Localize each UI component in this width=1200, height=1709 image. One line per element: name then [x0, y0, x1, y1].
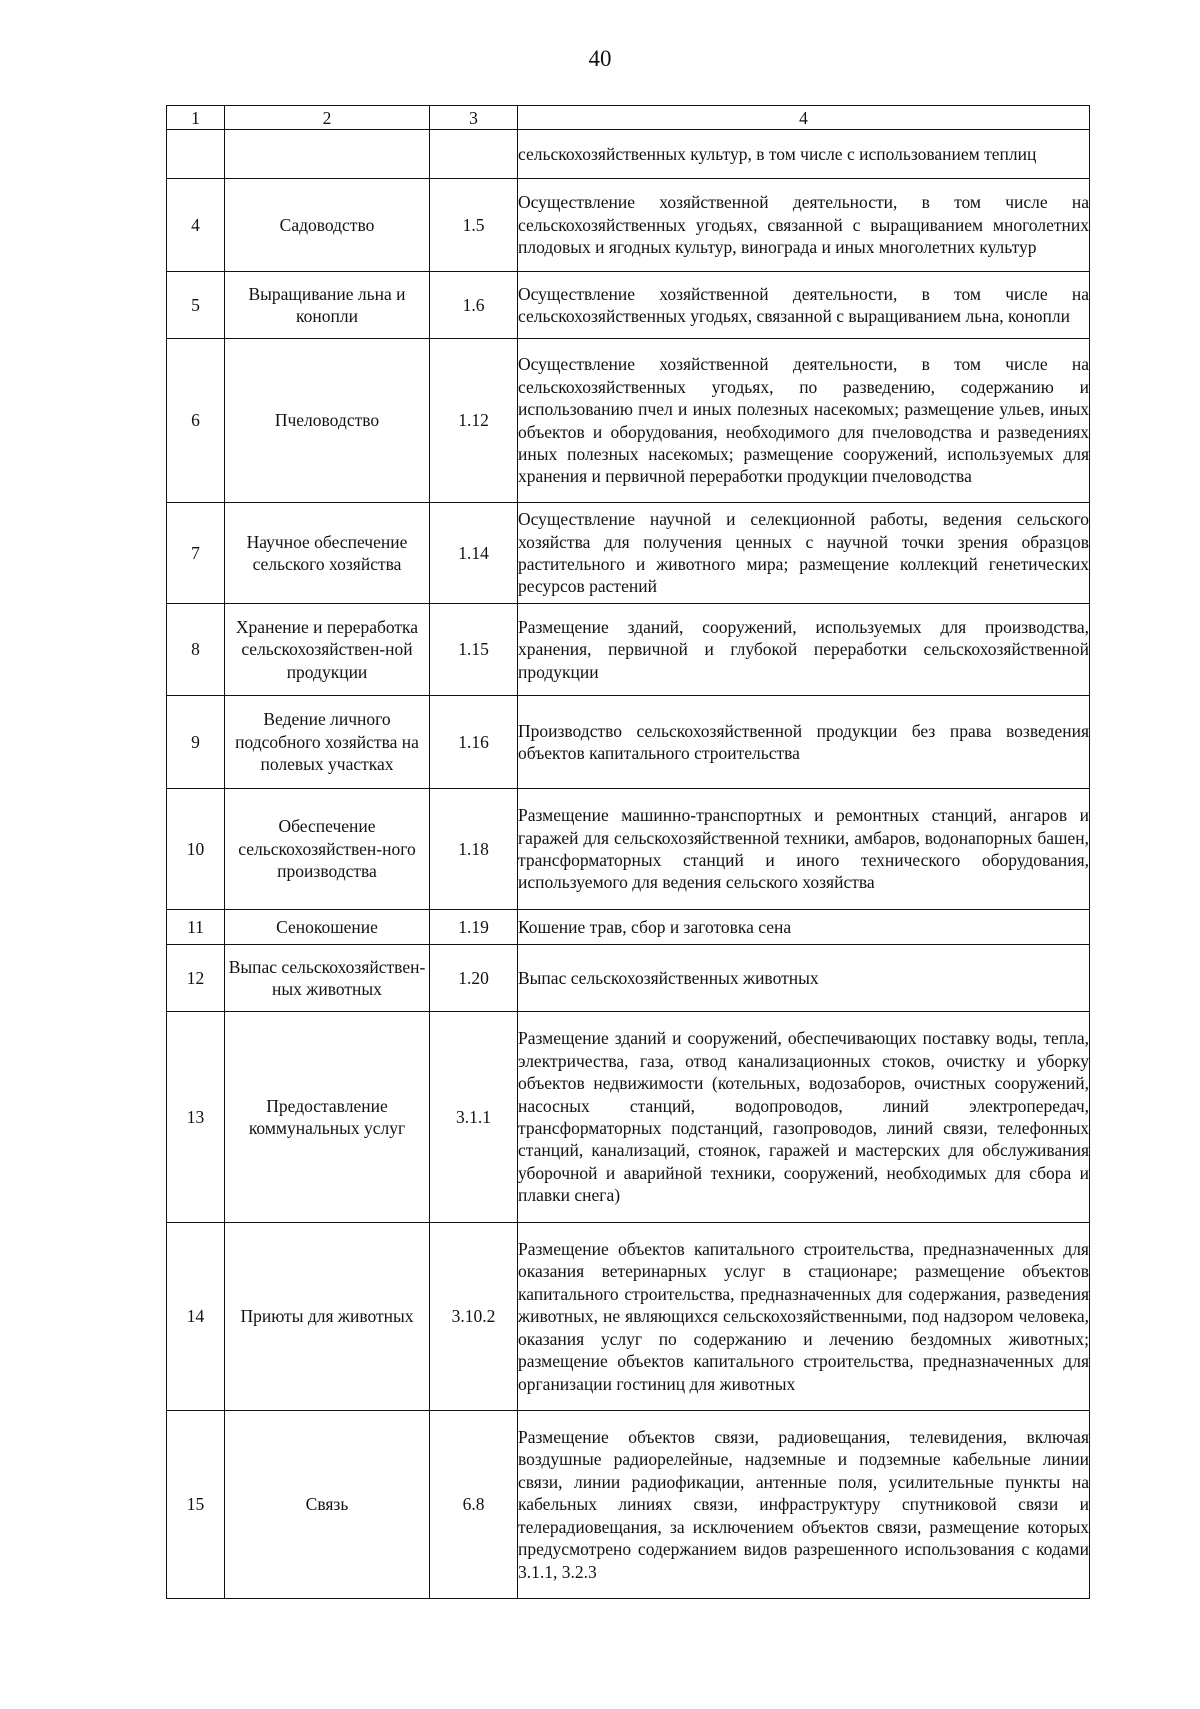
table-row	[167, 789, 1090, 910]
table-row	[167, 910, 1090, 945]
row-number: 9	[167, 696, 225, 789]
header-col-1: 1	[167, 106, 225, 130]
row-code: 1.19	[430, 910, 518, 945]
row-description: Размещение зданий и сооружений, обеспечивающих поставку воды, тепла, электричества, газа, отвод канализационных стоков, очистку и уборку объектов недвижимости (котельных, водозаборов, очистных сооружений, насосных станций, водопроводов, линий электропередач, трансформаторных подстанций, газопроводов, линий связи, телефонных станций, канализаций, стоянок, гаражей и мастерских для обслуживания уборочной и аварийной техники, сооружений, необходимых для сбора и плавки снега)	[518, 1012, 1090, 1223]
table-row	[167, 604, 1090, 696]
row-description: Размещение зданий, сооружений, используемых для производства, хранения, первичной и глубокой переработки сельскохозяйственной продукции	[518, 604, 1090, 696]
table-row	[167, 696, 1090, 789]
row-number: 7	[167, 503, 225, 604]
row-number: 10	[167, 789, 225, 910]
row-name: Связь	[225, 1411, 430, 1599]
row-name: Приюты для животных	[225, 1223, 430, 1411]
row-name: Выпас сельскохозяйствен-ных животных	[225, 945, 430, 1012]
row-code: 1.18	[430, 789, 518, 910]
row-name: Садоводство	[225, 179, 430, 272]
table-row	[167, 179, 1090, 272]
cell-empty	[225, 130, 430, 179]
row-code: 1.5	[430, 179, 518, 272]
row-name: Пчеловодство	[225, 339, 430, 503]
row-code: 1.16	[430, 696, 518, 789]
cell-empty	[167, 130, 225, 179]
row-name: Выращивание льна и конопли	[225, 272, 430, 339]
row-description: сельскохозяйственных культур, в том числе с использованием теплиц	[518, 130, 1090, 179]
table-header-row	[167, 106, 1090, 130]
header-col-4: 4	[518, 106, 1090, 130]
table-row	[167, 503, 1090, 604]
row-number: 12	[167, 945, 225, 1012]
row-description: Осуществление хозяйственной деятельности, в том числе на сельскохозяйственных угодьях, связанной с выращиванием многолетних плодовых и ягодных культур, винограда и иных многолетних культур	[518, 179, 1090, 272]
table-row	[167, 1012, 1090, 1223]
row-number: 6	[167, 339, 225, 503]
table-row	[167, 945, 1090, 1012]
cell-empty	[430, 130, 518, 179]
row-description: Осуществление хозяйственной деятельности, в том числе на сельскохозяйственных угодьях, связанной с выращиванием льна, конопли	[518, 272, 1090, 339]
row-description: Размещение объектов связи, радиовещания, телевидения, включая воздушные радиорелейные, надземные и подземные кабельные линии связи, линии радиофикации, антенные поля, усилительные пункты на кабельных линиях связи, инфраструктуру спутниковой связи и телерадиовещания, за исключением объектов связи, размещение которых предусмотрено содержанием видов разрешенного использования с кодами 3.1.1, 3.2.3	[518, 1411, 1090, 1599]
row-number: 5	[167, 272, 225, 339]
row-description: Осуществление хозяйственной деятельности, в том числе на сельскохозяйственных угодьях, по разведению, содержанию и использованию пчел и иных полезных насекомых; размещение ульев, иных объектов и оборудования, необходимого для пчеловодства и разведениях иных полезных насекомых; размещение сооружений, используемых для хранения и первичной переработки продукции пчеловодства	[518, 339, 1090, 503]
row-name: Предоставление коммунальных услуг	[225, 1012, 430, 1223]
row-description: Производство сельскохозяйственной продукции без права возведения объектов капитального строительства	[518, 696, 1090, 789]
row-code: 3.10.2	[430, 1223, 518, 1411]
row-code: 1.6	[430, 272, 518, 339]
row-description: Выпас сельскохозяйственных животных	[518, 945, 1090, 1012]
row-number: 8	[167, 604, 225, 696]
row-number: 11	[167, 910, 225, 945]
row-code: 1.12	[430, 339, 518, 503]
row-code: 6.8	[430, 1411, 518, 1599]
row-code: 3.1.1	[430, 1012, 518, 1223]
row-description: Размещение объектов капитального строительства, предназначенных для оказания ветеринарных услуг в стационаре; размещение объектов капитального строительства, предназначенных для содержания, разведения животных, не являющихся сельскохозяйственными, под надзором человека, оказания услуг по содержанию и лечению бездомных животных; размещение объектов капитального строительства, предназначенных для организации гостиниц для животных	[518, 1223, 1090, 1411]
row-code: 1.15	[430, 604, 518, 696]
header-col-2: 2	[225, 106, 430, 130]
land-use-table	[166, 105, 1090, 1599]
row-description: Осуществление научной и селекционной работы, ведения сельского хозяйства для получения ценных с научной точки зрения образцов растительного и животного мира; размещение коллекций генетических ресурсов растений	[518, 503, 1090, 604]
row-number: 13	[167, 1012, 225, 1223]
row-name: Обеспечение сельскохозяйствен-ного производства	[225, 789, 430, 910]
row-name: Научное обеспечение сельского хозяйства	[225, 503, 430, 604]
row-description: Размещение машинно-транспортных и ремонтных станций, ангаров и гаражей для сельскохозяйственной техники, амбаров, водонапорных башен, трансформаторных станций и иного технического оборудования, используемого для ведения сельского хозяйства	[518, 789, 1090, 910]
row-name: Ведение личного подсобного хозяйства на полевых участках	[225, 696, 430, 789]
table-row	[167, 339, 1090, 503]
page-number: 40	[588, 46, 612, 71]
row-description: Кошение трав, сбор и заготовка сена	[518, 910, 1090, 945]
row-number: 14	[167, 1223, 225, 1411]
row-code: 1.20	[430, 945, 518, 1012]
row-code: 1.14	[430, 503, 518, 604]
row-name: Хранение и переработка сельскохозяйствен-ной продукции	[225, 604, 430, 696]
table-row	[167, 272, 1090, 339]
header-col-3: 3	[430, 106, 518, 130]
row-number: 15	[167, 1411, 225, 1599]
table-row	[167, 1411, 1090, 1599]
table-row	[167, 1223, 1090, 1411]
row-name: Сенокошение	[225, 910, 430, 945]
row-number: 4	[167, 179, 225, 272]
table-row-continuation	[167, 130, 1090, 179]
